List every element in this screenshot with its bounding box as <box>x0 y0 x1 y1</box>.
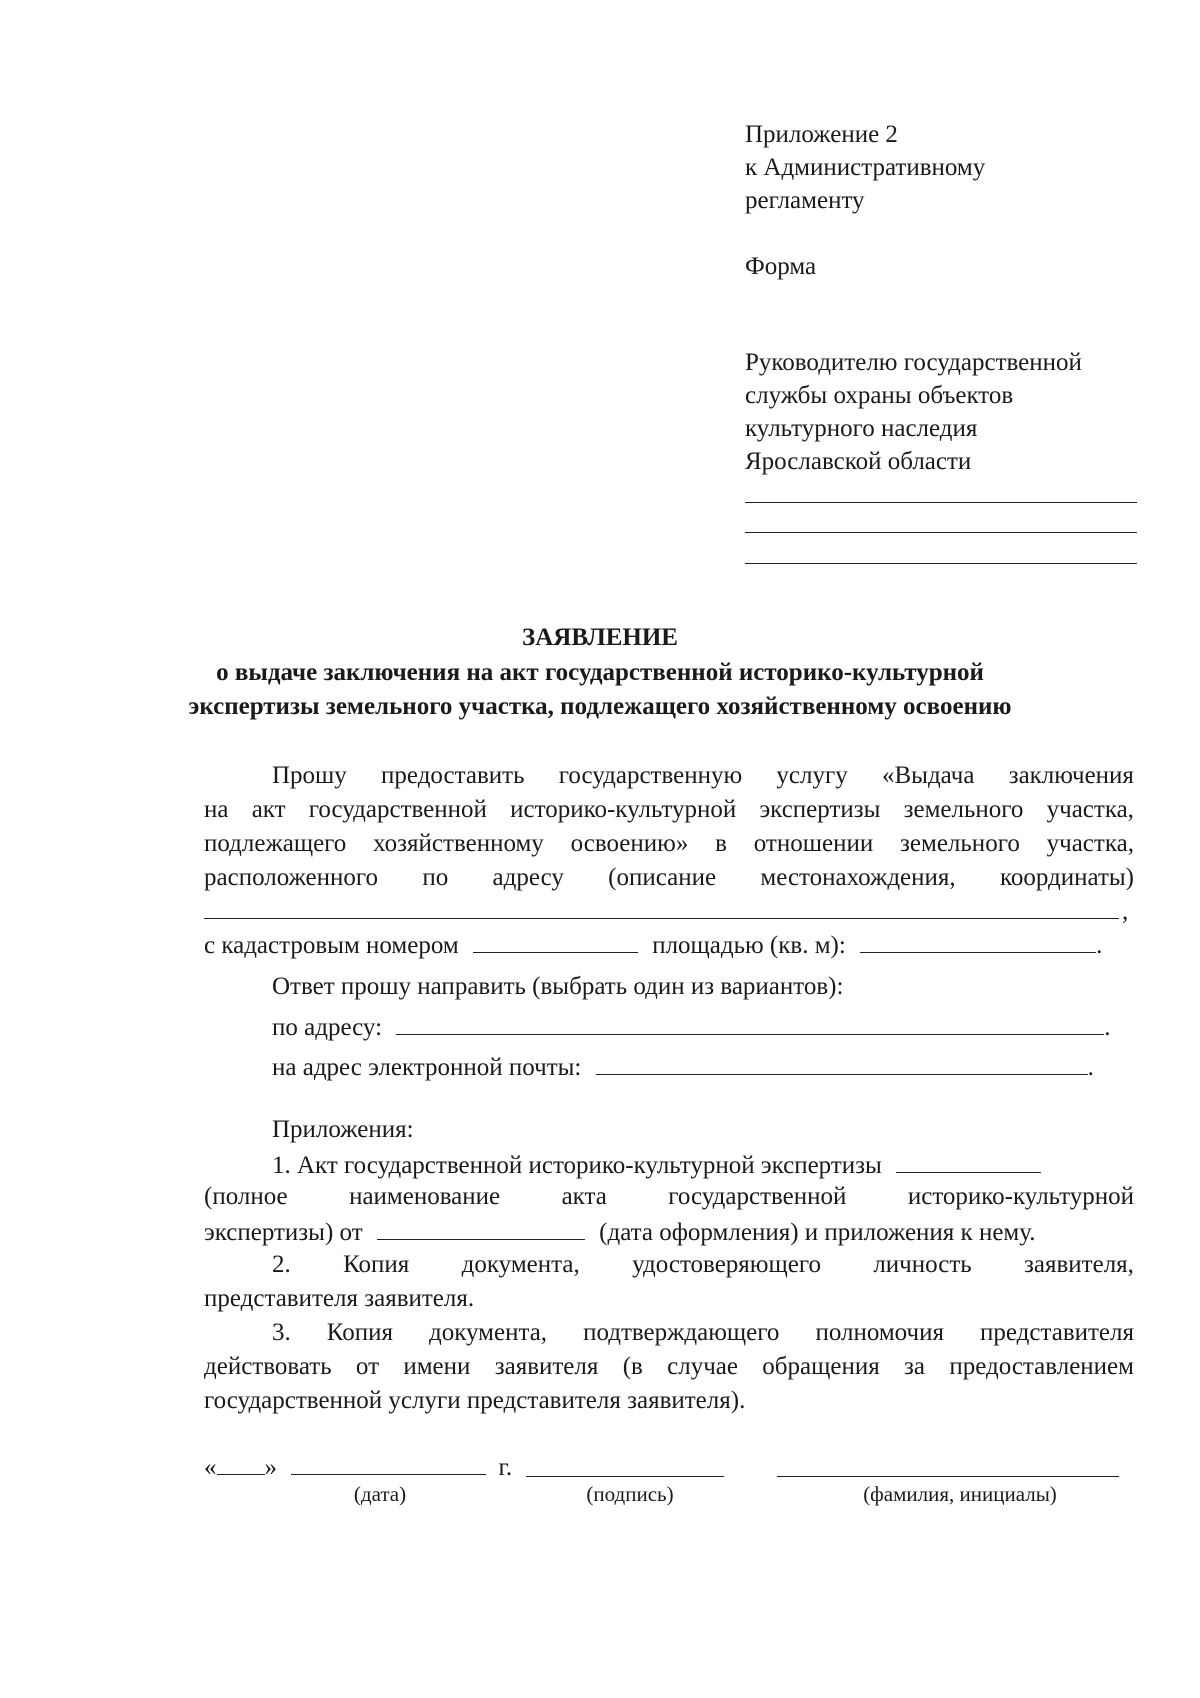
cadastral-row: с кадастровым номером площадью (кв. м): . <box>204 932 1103 959</box>
document-title: ЗАЯВЛЕНИЕ <box>522 624 678 651</box>
attachment-item-2: 2. Копия документа, удостоверяющего личность заявителя, <box>272 1251 1134 1278</box>
full-name-field[interactable] <box>777 1476 1119 1477</box>
full-name-caption: (фамилия, инициалы) <box>863 1482 1057 1506</box>
attachment-item-1-line: (полное наименование акта государственной историко-культурной <box>204 1183 1134 1210</box>
location-blank-field[interactable] <box>204 918 1119 919</box>
form-label: Форма <box>745 253 817 280</box>
by-address-label: по адресу: <box>272 1014 383 1041</box>
request-paragraph-line: расположенного по адресу (описание местонахождения, координаты) <box>204 864 1134 891</box>
area-label: площадью (кв. м): <box>652 932 846 959</box>
appendix-line: Приложение 2 <box>745 121 898 148</box>
attachment-item-3-line: государственной услуги представителя заявителя). <box>204 1387 746 1414</box>
signature-row: « » г. <box>204 1454 513 1481</box>
signature-field[interactable] <box>526 1476 724 1477</box>
by-email-label: на адрес электронной почты: <box>272 1054 582 1081</box>
answer-delivery-label: Ответ прошу направить (выбрать один из вариантов): <box>272 973 844 1000</box>
appendix-line: регламенту <box>745 187 865 214</box>
request-paragraph-line: на акт государственной историко-культурной экспертизы земельного участка, <box>204 796 1134 823</box>
addressee-line: культурного наследия <box>745 415 978 442</box>
addressee-block <box>745 346 1145 478</box>
addressee-line: службы охраны объектов <box>745 382 1014 409</box>
request-paragraph-line: подлежащего хозяйственному освоению» в отношении земельного участка, <box>204 830 1134 857</box>
attachments-heading: Приложения: <box>272 1116 414 1143</box>
signature-caption: (подпись) <box>586 1482 674 1506</box>
attachment-item-1-line: экспертизы) от (дата оформления) и приложения к нему. <box>204 1219 1036 1246</box>
cadastral-number-field[interactable] <box>473 930 638 953</box>
addressee-line: Ярославской области <box>745 448 972 475</box>
document-subtitle: экспертизы земельного участка, подлежащего хозяйственному освоению <box>188 693 1012 720</box>
address-field[interactable] <box>396 1012 1104 1035</box>
by-address-row: по адресу: . <box>272 1014 1111 1041</box>
document-subtitle: о выдаче заключения на акт государственной историко-культурной <box>216 659 984 686</box>
attachment-item-3: 3. Копия документа, подтверждающего полномочия представителя <box>272 1319 1134 1346</box>
expertise-act-field[interactable] <box>896 1150 1041 1173</box>
cadastral-label: с кадастровым номером <box>204 932 459 959</box>
addressee-blank-line[interactable] <box>745 563 1137 564</box>
act-date-field[interactable] <box>377 1217 585 1240</box>
appendix-note <box>745 118 1145 217</box>
day-field[interactable] <box>217 1452 265 1475</box>
comma: , <box>1122 898 1129 925</box>
addressee-line: Руководителю государственной <box>745 349 1082 376</box>
request-paragraph-line: Прошу предоставить государственную услугу «Выдача заключения <box>272 762 1134 789</box>
date-caption: (дата) <box>353 1482 407 1506</box>
attachment-item-2-line: представителя заявителя. <box>204 1285 475 1312</box>
area-field[interactable] <box>860 930 1096 953</box>
attachment-item-3-line: действовать от имени заявителя (в случае обращения за предоставлением <box>204 1353 1134 1380</box>
month-field[interactable] <box>291 1452 486 1475</box>
attachment-item-1: 1. Акт государственной историко-культурной экспертизы <box>272 1150 1041 1180</box>
by-email-row: на адрес электронной почты: . <box>272 1054 1094 1081</box>
appendix-line: к Административному <box>745 154 986 181</box>
email-field[interactable] <box>596 1052 1088 1075</box>
addressee-blank-line[interactable] <box>745 532 1137 533</box>
addressee-blank-line[interactable] <box>745 502 1137 503</box>
